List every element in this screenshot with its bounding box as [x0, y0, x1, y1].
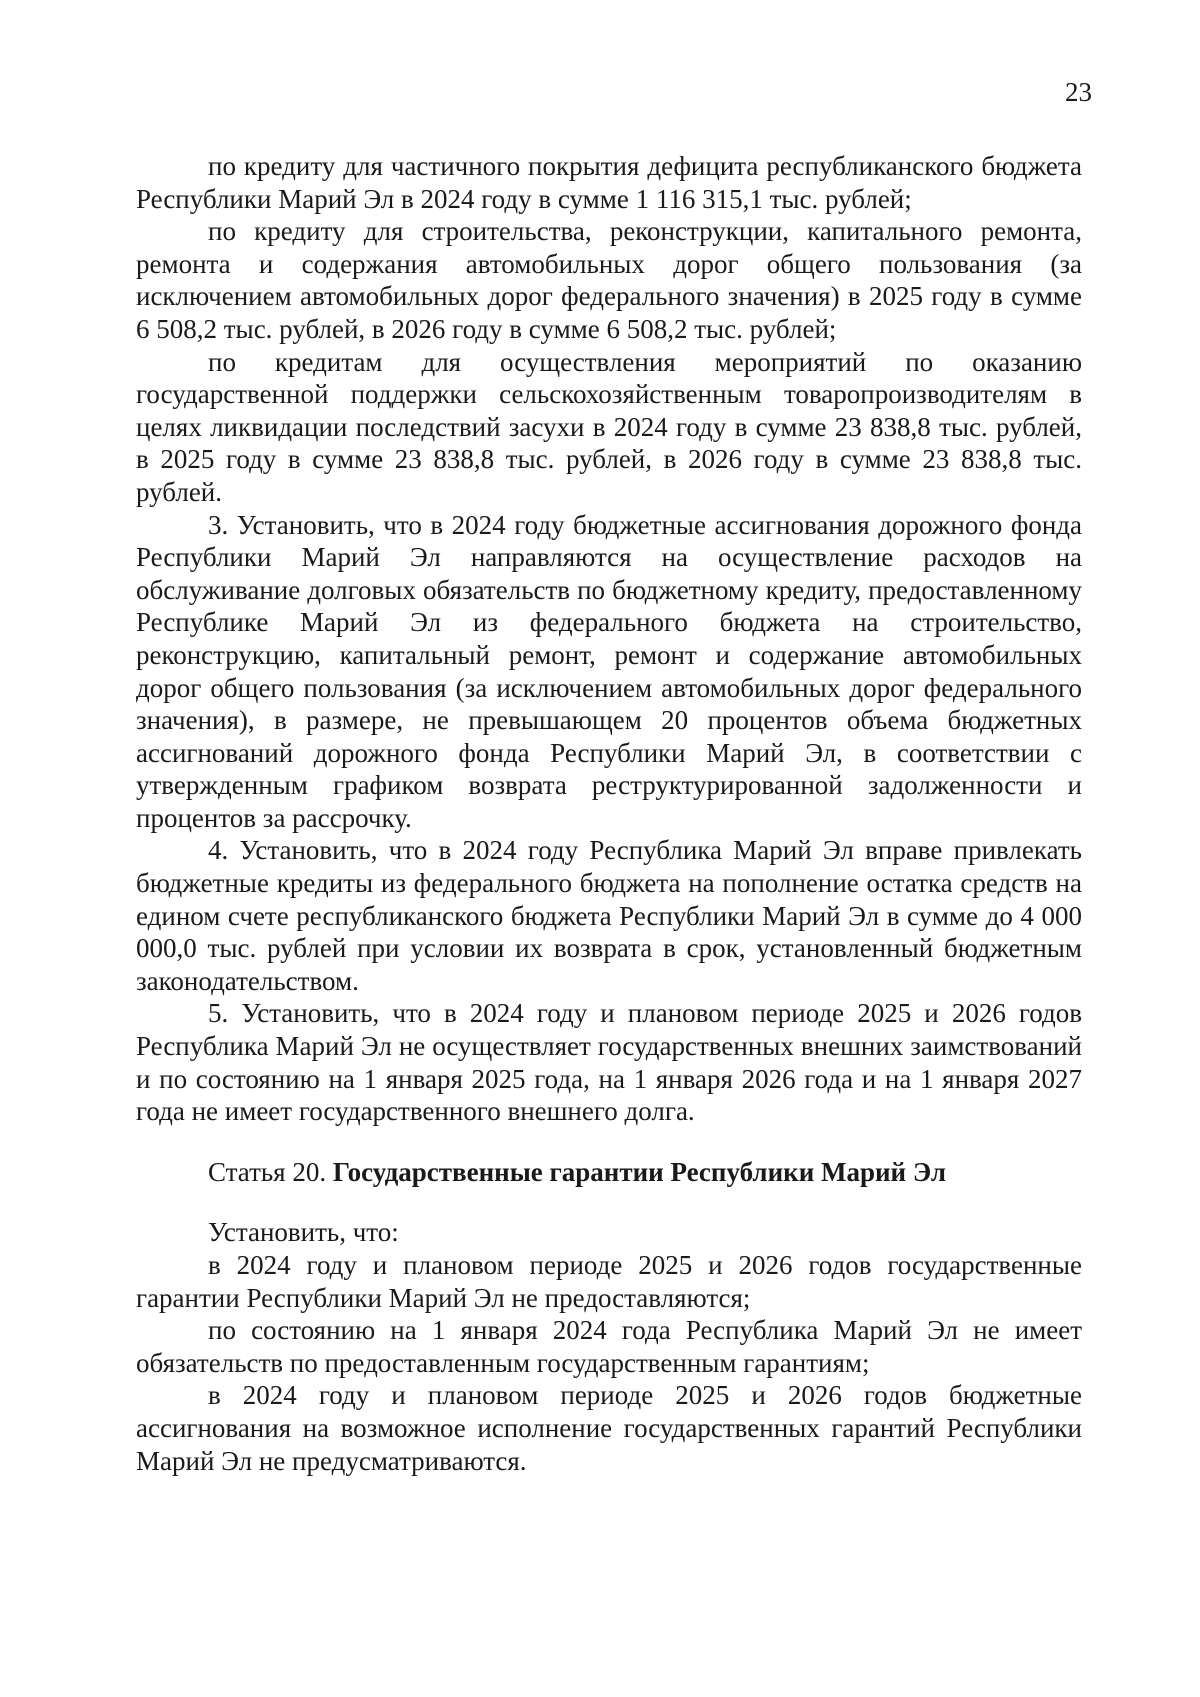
paragraph-item-5: 5. Установить, что в 2024 году и плановом периоде 2025 и 2026 годов Республика Марий Эл не осуществляет государственных внешних заимствований и по состоянию на 1 января 2025 года, на 1 января 2026 года и на 1 января 2027 года не имеет государственного внешнего долга. [136, 998, 1082, 1127]
page-number: 23 [1065, 77, 1092, 107]
article-intro: Установить, что: [208, 1217, 399, 1248]
paragraph: в 2024 году и плановом периоде 2025 и 2026 годов бюджетные ассигнования на возможное исполнение государственных гарантий Республики Марий Эл не предусматриваются. [136, 1380, 1082, 1476]
article-title: Государственные гарантии Республики Марий Эл [332, 1156, 946, 1187]
paragraph: по кредитам для осуществления мероприятий по оказанию государственной поддержки сельскохозяйственным товаропроизводителям в целях ликвидации последствий засухи в 2024 году в сумме 23 838,8 тыс. рублей, в 2025 году в сумме 23 838,8 тыс. рублей, в 2026 году в сумме 23 838,8 тыс. рублей. [136, 346, 1082, 507]
paragraph: в 2024 году и плановом периоде 2025 и 2026 годов государственные гарантии Республики Марий Эл не предоставляются; [136, 1250, 1082, 1313]
paragraph: по кредиту для строительства, реконструкции, капитального ремонта, ремонта и содержания автомобильных дорог общего пользования (за исключением автомобильных дорог федерального значения) в 2025 году в сумме 6 508,2 тыс. рублей, в 2026 году в сумме 6 508,2 тыс. рублей; [136, 216, 1082, 344]
paragraph-item-3: 3. Установить, что в 2024 году бюджетные ассигнования дорожного фонда Республики Марий Эл направляются на осуществление расходов на обслуживание долговых обязательств по бюджетному кредиту, предоставленному Республике Марий Эл из федерального бюджета на строительство, реконструкцию, капитальный ремонт, ремонт и содержание автомобильных дорог общего пользования (за исключением автомобильных дорог федерального значения), в размере, не превышающем 20 процентов объема бюджетных ассигнований дорожного фонда Республики Марий Эл, в соответствии с утвержденным графиком возврата реструктурированной задолженности и процентов за рассрочку. [136, 509, 1082, 833]
article-label: Статья 20. [208, 1156, 333, 1187]
paragraph: по состоянию на 1 января 2024 года Республика Марий Эл не имеет обязательств по предоставленным государственным гарантиям; [136, 1315, 1082, 1378]
paragraph: по кредиту для частичного покрытия дефицита республиканского бюджета Республики Марий Эл в 2024 году в сумме 1 116 315,1 тыс. рублей; [136, 151, 1082, 214]
document-body [136, 150, 1082, 1477]
article-heading [136, 1156, 1082, 1189]
paragraph-item-4: 4. Установить, что в 2024 году Республика Марий Эл вправе привлекать бюджетные кредиты из федерального бюджета на пополнение остатка средств на едином счете республиканского бюджета Республики Марий Эл в сумме до 4 000 000,0 тыс. рублей при условии их возврата в срок, установленный бюджетным законодательством. [136, 835, 1082, 996]
